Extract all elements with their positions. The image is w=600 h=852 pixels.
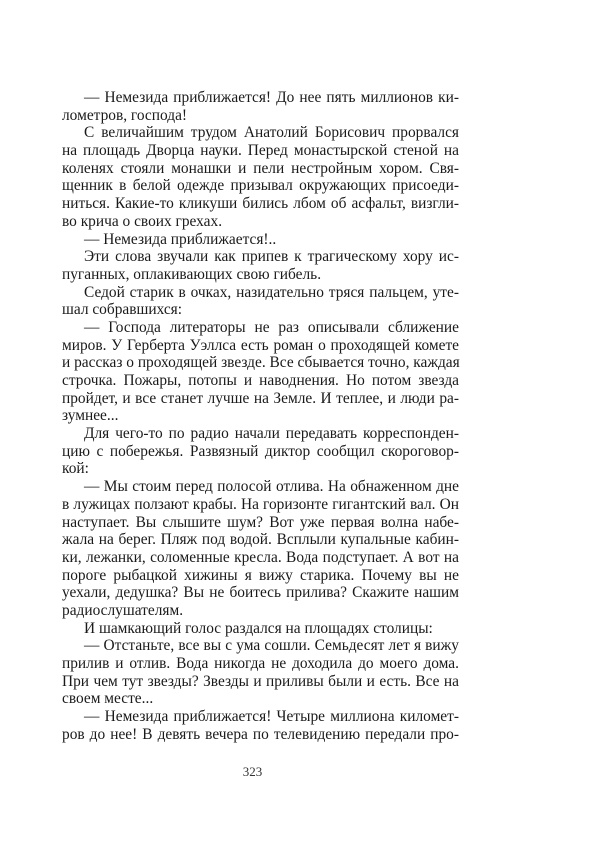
- text-line: пуганных, оплакивающих свою гибель.: [62, 265, 322, 283]
- text-line: ров до нее! В девять вечера по телевидению передали про-: [62, 725, 459, 743]
- text-line: жала на берег. Пляж под водой. Всплыли купальные кабин-: [62, 531, 459, 549]
- text-line: в лужицах ползают крабы. На горизонте гигантский вал. Он: [62, 495, 459, 513]
- page-number: 323: [242, 764, 263, 779]
- text-line: наступает. Вы слышите шум? Вот уже первая волна набе-: [62, 513, 459, 531]
- text-line: коленях стояли монашки и пели нестройным хором. Свя-: [62, 159, 459, 177]
- page-body-text: [62, 89, 459, 743]
- text-line: — Господа литераторы не раз описывали сближение: [84, 318, 459, 336]
- text-line: При чем тут звезды? Звезды и приливы были и есть. Все на: [62, 672, 459, 690]
- text-line: пройдет, и все станет лучше на Земле. И теплее, и люди ра-: [62, 389, 459, 407]
- paragraph: [62, 248, 459, 283]
- text-line: — Немезида приближается!..: [84, 230, 277, 248]
- text-line: пороге рыбацкой хижины я вижу старика. Почему вы не: [62, 566, 459, 584]
- text-line: ки, лежанки, соломенные кресла. Вода подступает. А вот на: [62, 548, 459, 566]
- text-line: лометров, господа!: [62, 106, 188, 124]
- text-line: и рассказ о проходящей звезде. Все сбывается точно, каждая: [62, 354, 460, 372]
- text-line: миров. У Герберта Уэллса есть роман о проходящей комете: [62, 336, 459, 354]
- text-line: ниться. Какие-то кликуши бились лбом об асфальт, визгли-: [62, 195, 459, 213]
- paragraph: [62, 319, 459, 425]
- text-line: — Немезида приближается! Четыре миллиона километ-: [84, 708, 459, 726]
- paragraph: [62, 708, 459, 743]
- text-line: уехали, дедушка? Вы не боитесь прилива? Скажите нашим: [62, 584, 459, 602]
- text-line: Эти слова звучали как припев к трагическому хору ис-: [84, 248, 459, 266]
- text-line: прилив и отлив. Вода никогда не доходила до моего дома.: [62, 655, 459, 672]
- paragraph: [62, 620, 459, 638]
- paragraph: [62, 637, 459, 708]
- text-line: радиослушателям.: [62, 601, 184, 619]
- paragraph: [62, 231, 459, 249]
- text-line: кой:: [62, 460, 89, 478]
- paragraph: [62, 124, 459, 230]
- text-line: Для чего-то по радио начали передавать корреспонден-: [84, 425, 459, 443]
- text-line: строчка. Пожары, потопы и наводнения. Но потом звезда: [62, 372, 459, 389]
- text-line: щенник в белой одежде призывал окружающих присоеди-: [62, 177, 459, 195]
- paragraph: [62, 425, 459, 478]
- text-line: Седой старик в очках, назидательно тряся пальцем, уте-: [84, 283, 459, 301]
- text-line: — Немезида приближается! До нее пять миллионов ки-: [84, 89, 459, 106]
- paragraph: [62, 284, 459, 319]
- text-line: — Мы стоим перед полосой отлива. На обнаженном дне: [84, 478, 459, 496]
- text-line: С величайшим трудом Анатолий Борисович прорвался: [84, 124, 459, 142]
- text-line: на площадь Дворца науки. Перед монастырской стеной на: [62, 142, 459, 160]
- paragraph: [62, 89, 459, 124]
- text-line: своем месте...: [62, 690, 154, 708]
- text-line: во крича о своих грехах.: [62, 212, 223, 230]
- text-line: шал собравшихся:: [62, 301, 183, 319]
- text-line: — Отстаньте, все вы с ума сошли. Семьдесят лет я вижу: [84, 637, 459, 655]
- text-line: И шамкающий голос раздался на площадях столицы:: [84, 619, 433, 637]
- text-line: цию с побережья. Развязный диктор сообщил скороговор-: [62, 442, 459, 460]
- paragraph: [62, 478, 459, 620]
- text-line: зумнее...: [62, 407, 119, 425]
